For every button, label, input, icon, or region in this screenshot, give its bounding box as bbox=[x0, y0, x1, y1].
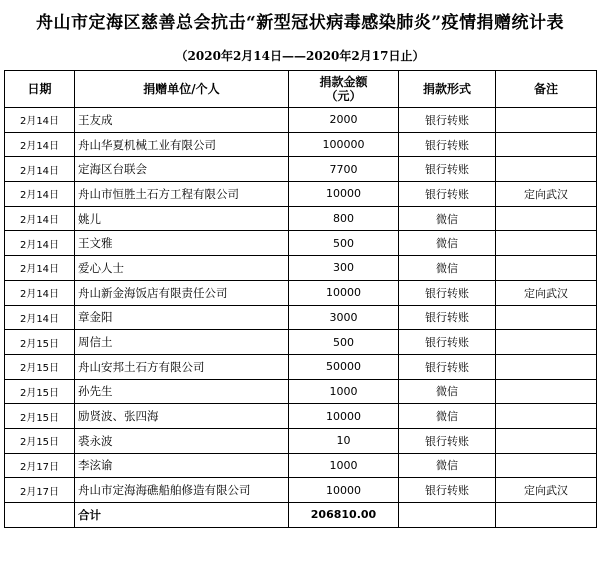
row-amount: 3000 bbox=[289, 305, 399, 330]
row-amount: 500 bbox=[289, 231, 399, 256]
total-empty-cell bbox=[496, 503, 597, 528]
row-date: 2月14日 bbox=[5, 206, 75, 231]
table-row bbox=[5, 305, 597, 330]
row-date: 2月15日 bbox=[5, 330, 75, 355]
row-date: 2月14日 bbox=[5, 256, 75, 281]
row-amount: 7700 bbox=[289, 157, 399, 182]
row-date: 2月14日 bbox=[5, 280, 75, 305]
row-donor: 裘永波 bbox=[75, 428, 289, 453]
row-donor: 舟山新金海饭店有限责任公司 bbox=[75, 280, 289, 305]
row-note: 定向武汉 bbox=[496, 478, 597, 503]
row-note bbox=[496, 330, 597, 355]
row-method: 银行转账 bbox=[399, 280, 496, 305]
row-amount: 500 bbox=[289, 330, 399, 355]
row-method: 银行转账 bbox=[399, 428, 496, 453]
table-row bbox=[5, 108, 597, 133]
donation-table bbox=[4, 70, 597, 528]
table-row bbox=[5, 330, 597, 355]
row-date: 2月14日 bbox=[5, 182, 75, 207]
header-note: 备注 bbox=[496, 71, 597, 108]
row-date: 2月15日 bbox=[5, 428, 75, 453]
row-date: 2月14日 bbox=[5, 108, 75, 133]
row-date: 2月14日 bbox=[5, 305, 75, 330]
row-method: 微信 bbox=[399, 453, 496, 478]
row-note: 定向武汉 bbox=[496, 280, 597, 305]
row-donor: 孙先生 bbox=[75, 379, 289, 404]
total-row bbox=[5, 503, 597, 528]
row-note bbox=[496, 256, 597, 281]
row-method: 银行转账 bbox=[399, 305, 496, 330]
row-date: 2月17日 bbox=[5, 453, 75, 478]
row-date: 2月14日 bbox=[5, 157, 75, 182]
row-method: 微信 bbox=[399, 256, 496, 281]
row-donor: 爱心人士 bbox=[75, 256, 289, 281]
row-note bbox=[496, 379, 597, 404]
row-donor: 舟山市定海海礁船舶修造有限公司 bbox=[75, 478, 289, 503]
table-row bbox=[5, 132, 597, 157]
row-donor: 姚儿 bbox=[75, 206, 289, 231]
row-donor: 舟山市恒胜土石方工程有限公司 bbox=[75, 182, 289, 207]
header-method: 捐款形式 bbox=[399, 71, 496, 108]
row-note bbox=[496, 132, 597, 157]
total-amount: 206810.00 bbox=[289, 503, 399, 528]
row-donor: 励贤波、张四海 bbox=[75, 404, 289, 429]
table-row bbox=[5, 404, 597, 429]
row-amount: 800 bbox=[289, 206, 399, 231]
table-row bbox=[5, 453, 597, 478]
row-amount: 10 bbox=[289, 428, 399, 453]
row-amount: 300 bbox=[289, 256, 399, 281]
row-method: 微信 bbox=[399, 231, 496, 256]
row-note bbox=[496, 404, 597, 429]
header-amount-line1: 捐款金额 bbox=[319, 75, 368, 89]
header-amount bbox=[289, 71, 399, 108]
table-row bbox=[5, 182, 597, 207]
row-method: 银行转账 bbox=[399, 132, 496, 157]
row-method: 微信 bbox=[399, 379, 496, 404]
header-donor: 捐赠单位/个人 bbox=[75, 71, 289, 108]
table-row bbox=[5, 478, 597, 503]
row-amount: 2000 bbox=[289, 108, 399, 133]
row-note bbox=[496, 206, 597, 231]
row-note bbox=[496, 305, 597, 330]
row-note bbox=[496, 231, 597, 256]
row-amount: 100000 bbox=[289, 132, 399, 157]
row-method: 银行转账 bbox=[399, 354, 496, 379]
row-donor: 王文雅 bbox=[75, 231, 289, 256]
row-donor: 周信土 bbox=[75, 330, 289, 355]
row-note: 定向武汉 bbox=[496, 182, 597, 207]
row-note bbox=[496, 157, 597, 182]
date-range-subtitle: （2020年2月14日——2020年2月17日止） bbox=[175, 49, 425, 63]
row-amount: 10000 bbox=[289, 182, 399, 207]
row-donor: 李泫谕 bbox=[75, 453, 289, 478]
table-row bbox=[5, 428, 597, 453]
row-method: 微信 bbox=[399, 206, 496, 231]
row-date: 2月15日 bbox=[5, 379, 75, 404]
row-method: 银行转账 bbox=[399, 157, 496, 182]
table-row bbox=[5, 379, 597, 404]
row-note bbox=[496, 453, 597, 478]
row-amount: 1000 bbox=[289, 379, 399, 404]
row-method: 银行转账 bbox=[399, 330, 496, 355]
row-note bbox=[496, 428, 597, 453]
table-row bbox=[5, 280, 597, 305]
total-empty-cell bbox=[399, 503, 496, 528]
header-amount-line2: （元） bbox=[325, 89, 362, 103]
header-date: 日期 bbox=[5, 71, 75, 108]
row-date: 2月15日 bbox=[5, 404, 75, 429]
total-label: 合计 bbox=[75, 503, 289, 528]
row-method: 银行转账 bbox=[399, 182, 496, 207]
table-row bbox=[5, 157, 597, 182]
table-header-row bbox=[5, 71, 597, 108]
row-amount: 1000 bbox=[289, 453, 399, 478]
table-row bbox=[5, 256, 597, 281]
table-row bbox=[5, 231, 597, 256]
row-donor: 章金阳 bbox=[75, 305, 289, 330]
table-row bbox=[5, 354, 597, 379]
table-row bbox=[5, 206, 597, 231]
row-amount: 50000 bbox=[289, 354, 399, 379]
row-amount: 10000 bbox=[289, 478, 399, 503]
row-date: 2月17日 bbox=[5, 478, 75, 503]
row-date: 2月15日 bbox=[5, 354, 75, 379]
document-title: 舟山市定海区慈善总会抗击“新型冠状病毒感染肺炎”疫情捐赠统计表 bbox=[35, 13, 565, 33]
row-note bbox=[496, 354, 597, 379]
row-method: 银行转账 bbox=[399, 478, 496, 503]
row-donor: 舟山华夏机械工业有限公司 bbox=[75, 132, 289, 157]
row-method: 微信 bbox=[399, 404, 496, 429]
row-note bbox=[496, 108, 597, 133]
total-empty-cell bbox=[5, 503, 75, 528]
row-date: 2月14日 bbox=[5, 132, 75, 157]
row-donor: 舟山安邦土石方有限公司 bbox=[75, 354, 289, 379]
row-donor: 王友成 bbox=[75, 108, 289, 133]
row-amount: 10000 bbox=[289, 404, 399, 429]
row-method: 银行转账 bbox=[399, 108, 496, 133]
row-date: 2月14日 bbox=[5, 231, 75, 256]
row-donor: 定海区台联会 bbox=[75, 157, 289, 182]
row-amount: 10000 bbox=[289, 280, 399, 305]
